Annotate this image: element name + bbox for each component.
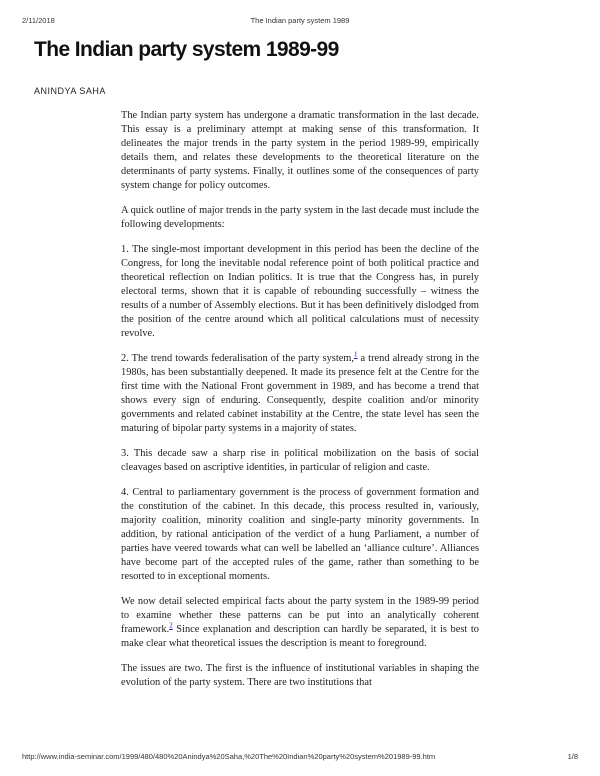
print-footer-url: http://www.india-seminar.com/1999/480/480%20Anindya%20Saha,%20The%20Indian%20party%20system%201989-99.htm (22, 752, 436, 761)
print-footer-page-number: 1/8 (567, 752, 578, 761)
article-body (121, 109, 479, 701)
paragraph-outline: A quick outline of major trends in the party system in the last decade must include the following developments: (121, 205, 479, 230)
paragraph-trend-2-start: 2. The trend towards federalisation of the party system, (121, 353, 354, 364)
paragraph-empirical-start: We now detail selected empirical facts about the party system in the 1989-99 period to examine whether these patterns can be put into an analytically coherent framework. (121, 596, 479, 635)
paragraph-empirical (121, 595, 479, 651)
author-name: ANINDYA SAHA (34, 86, 106, 96)
article-title: The Indian party system 1989-99 (34, 38, 339, 61)
print-header-title: The Indian party system 1989 (250, 16, 350, 25)
paragraph-trend-3: 3. This decade saw a sharp rise in political mobilization on the basis of social cleavages based on ascriptive identities, in particular of religion and caste. (121, 448, 479, 473)
paragraph-trend-1: 1. The single-most important development in this period has been the decline of the Congress, for long the inevitable nodal reference point of both political practice and theoretical reflection on Indian politics. It is true that the Congress has, in purely electoral terms, shown that it is capable of rebounding successfully – witness the results of a number of Assembly elections. But it has been definitively dislodged from the position of the centre around which all political calculations must of necessity revolve. (121, 244, 479, 339)
paragraph-trend-2 (121, 352, 479, 436)
paragraph-trend-4: 4. Central to parliamentary government is the process of government formation and the constitution of the cabinet. In this decade, this process resulted in, variously, majority coalition, minority coalition and single-party minority governments. In addition, by rational anticipation of the verdict of a hung Parliament, a number of parties have veered towards what can well be labelled an ‘alliance culture’. Alliances have become part of the accepted rules of the game, rather than something to be resorted to in exceptional moments. (121, 487, 479, 582)
footnote-link-2[interactable]: 2 (169, 621, 173, 630)
paragraph-issues: The issues are two. The first is the influence of institutional variables in shaping the evolution of the party system. There are two institutions that (121, 663, 479, 688)
paragraph-intro: The Indian party system has undergone a dramatic transformation in the last decade. This essay is a preliminary attempt at making sense of this transformation. It delineates the major trends in the party system in the period 1989-99, empirically details them, and relates these developments to the theoretical literature on the determinants of party systems. Finally, it outlines some of the consequences of party system change for policy outcomes. (121, 110, 479, 191)
print-header-date: 2/11/2018 (22, 16, 55, 25)
paragraph-empirical-rest: Since explanation and description can hardly be separated, it is best to make clear what theoretical issues the description is meant to foreground. (121, 624, 479, 649)
footnote-link-1[interactable]: 1 (354, 350, 358, 359)
paragraph-trend-2-rest: a trend already strong in the 1980s, has been substantially deepened. It made its presence felt at the Centre for the first time with the National Front government in 1989, and has become a trend that shows every sign of enduring. Consequently, despite coalition and/or minority governments and related cabinet instability at the Centre, the state level has seen the maturing of bipolar party systems in a majority of states. (121, 353, 479, 434)
